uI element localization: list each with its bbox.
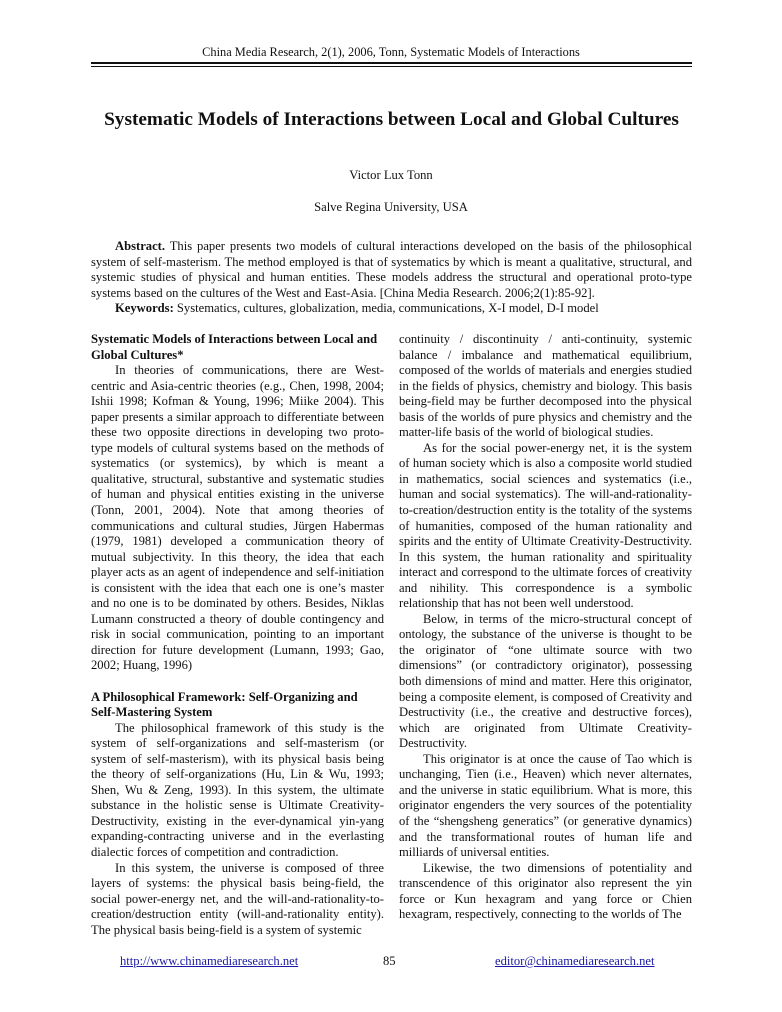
editor-email-link[interactable]: editor@chinamediaresearch.net [495,954,655,968]
paper-title: Systematic Models of Interactions between Local and Global Cultures [104,109,679,130]
page-footer [0,954,782,970]
header-rule-thick [91,62,692,64]
paragraph: Likewise, the two dimensions of potentiality and transcendence of this originator also represent the yin force or Kun hexagram and yang force or Chien hexagram, respectively, connecting to the worlds of The [399,860,692,922]
keywords-text: Systematics, cultures, globalization, media, communications, X-I model, D-I model [173,301,599,315]
section-heading-intro: Systematic Models of Interactions between Local and Global Cultures* [91,332,378,362]
keywords-label: Keywords: [115,301,174,315]
abstract [91,239,692,301]
paragraph: This originator is at once the cause of Tao which is unchanging, Tien (i.e., Heaven) which never alternates, and the universe in static equilibrium. What is more, this originator engenders the very sources of the potentiality of the “shengsheng generatics” (or generative dynamics) and the transformational routes of human life and milliards of universal entities. [399,751,692,860]
header-rule-thin [91,66,692,67]
paragraph: In theories of communications, there are West-centric and Asia-centric theories (e.g., Chen, 1998, 2004; Ishii 1998; Kofman & Young, 1996; Miike 2004). This paper presents a similar approach to differentiate between these two opposite directions in developing two proto-type models of cultural systems based on the methods of systematics (or systemics), by which is meant a qualitative, structural, substantive and systematic studies of human and physical entities existing in the universe (Tonn, 2001, 2004). Note that among theories of communications and cultural studies, Jürgen Habermas (1979, 1981) developed a communication theory of mutual subjectivity. In this theory, the idea that each player acts as an agent of independence and self-initiation is consistent with the idea that each one is one’s master and no one is to be dominated by others. Besides, Niklas Lumann constructed a theory of double contingency and risk in social communication, pointing to an important direction for future development (Lumann, 1993; Gao, 2002; Huang, 1996) [91,363,384,673]
author-affiliation: Salve Regina University, USA [314,200,468,214]
page-number: 85 [383,954,396,968]
paragraph: The philosophical framework of this study is the system of self-organizations and self-masterism (or system of self-masterism), with its physical basis being the theory of self-organizations (Hu, Lin & Wu, 1993; Shen, Wu & Zeng, 1993). In this system, the ultimate substance in the holistic sense is Ultimate Creativity-Destructivity, existing in the ever-dynamical yin-yang expanding-contracting universe and in the everlasting dialectic forces of competition and contradiction. [91,720,384,859]
paragraph: As for the social power-energy net, it is the system of human society which is also a composite world studied in mathematics, social sciences and systematics (i.e., human and social systematics). The will-and-rationality-to-creation/destruction entity is the totality of the systems of humanities, composed of the human rationality and spirits and the entity of Ultimate Creativity-Destructivity. In this system, the human rationality and spirituality interact and correspond to the ultimate forces of creativity and nihility. This correspondence is a symbolic relationship that has not been well understood. [399,440,692,611]
journal-website-link[interactable]: http://www.chinamediaresearch.net [120,954,299,968]
right-column [399,332,692,923]
section-heading-framework: A Philosophical Framework: Self-Organizing and Self-Mastering System [91,689,358,720]
paragraph: In this system, the universe is composed of three layers of systems: the physical basis being-field, the social power-energy net, and the will-and-rationality-to-creation/destruction entity (will-and-rationality entity). The physical basis being-field is a system of systemic [91,860,384,937]
paragraph-gap [91,674,384,690]
left-column [91,332,384,938]
paragraph-continued: continuity / discontinuity / anti-continuity, systemic balance / imbalance and mathematical equilibrium, composed of the worlds of materials and energies studied in the fields of physics, chemistry and biology. This basis being-field may be further decomposed into the physical basis of the worlds of pure physics and chemistry and the matter-life basis of the world of biological studies. [399,332,692,440]
running-header: China Media Research, 2(1), 2006, Tonn, Systematic Models of Interactions [202,45,580,59]
abstract-label: Abstract. [115,239,166,253]
author-name: Victor Lux Tonn [349,168,433,182]
keywords [91,301,692,317]
paragraph: Below, in terms of the micro-structural concept of ontology, the substance of the universe is thought to be the originator of “one ultimate source with two dimensions” (or contradictory originator), possessing both dimensions of mind and matter. Here this originator, being a composite element, is composed of Creativity and Destructivity (i.e., the creative and destructive forces), which are originated from Ultimate Creativity-Destructivity. [399,611,692,751]
abstract-text: This paper presents two models of cultural interactions developed on the basis of the philosophical system of self-masterism. The method employed is that of systematics by which is meant a qualitative, structural, and systemic studies of physical and human entities. These models address the structural and operational proto-type systems based on the cultures of the West and East-Asia. [China Media Research. 2006;2(1):85-92]. [91,239,692,300]
